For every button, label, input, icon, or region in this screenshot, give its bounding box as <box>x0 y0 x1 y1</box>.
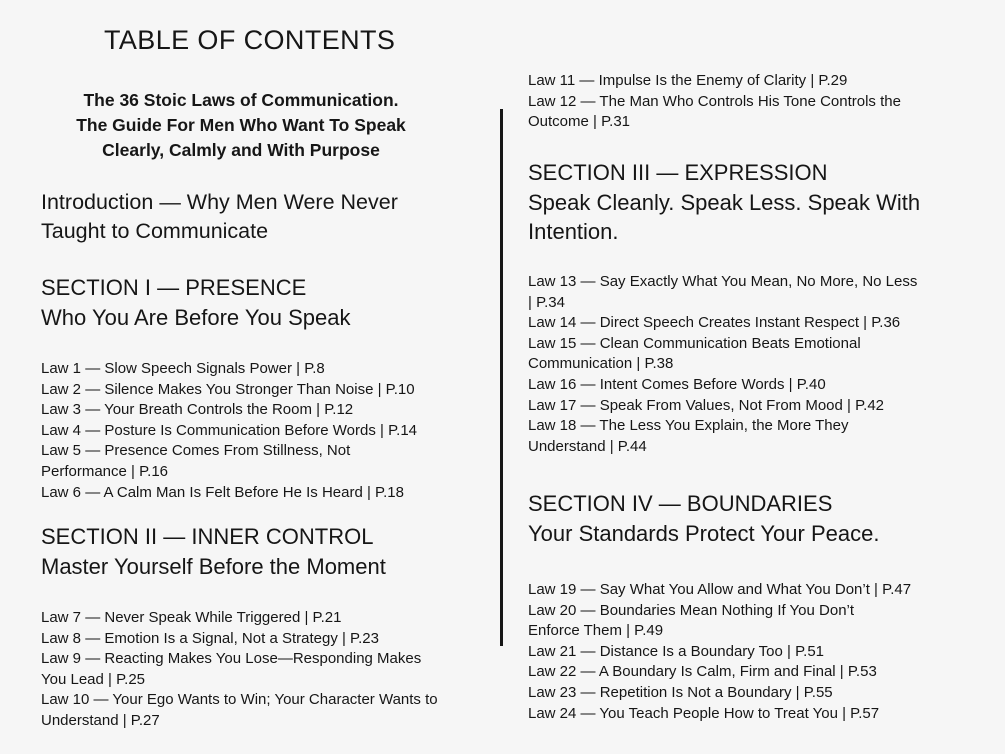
subtitle-line: Clearly, Calmly and With Purpose <box>102 139 380 160</box>
section-heading: SECTION IV — BOUNDARIES <box>528 491 833 516</box>
section-4-header <box>528 489 948 548</box>
section-subheading: Master Yourself Before the Moment <box>41 553 386 579</box>
law-entry: Law 3 — Your Breath Controls the Room | P.12 <box>41 401 354 419</box>
law-entry: Law 4 — Posture Is Communication Before Words | P.14 <box>41 421 418 439</box>
law-entry: Law 16 — Intent Comes Before Words | P.40 <box>528 375 826 393</box>
section-heading: SECTION I — PRESENCE <box>41 275 307 300</box>
law-entry: Law 9 — Reacting Makes You Lose—Responding Makes You Lead | P.25 <box>41 650 422 688</box>
section-3-laws <box>528 272 948 457</box>
section-4-laws <box>528 580 948 724</box>
introduction-line: Introduction — Why Men Were Never <box>41 190 398 214</box>
section-1-header <box>41 273 446 332</box>
law-entry: Law 13 — Say Exactly What You Mean, No More, No Less | P.34 <box>528 273 918 311</box>
law-entry: Law 24 — You Teach People How to Treat You | P.57 <box>528 704 880 722</box>
law-entry: Law 18 — The Less You Explain, the More They Understand | P.44 <box>528 417 849 455</box>
column-divider <box>500 109 503 646</box>
law-entry: Law 21 — Distance Is a Boundary Too | P.51 <box>528 642 825 660</box>
section-subheading: Speak Cleanly. Speak Less. Speak With Intention. <box>528 189 921 244</box>
section-2-laws-right <box>528 71 948 133</box>
law-entry: Law 8 — Emotion Is a Signal, Not a Strategy | P.23 <box>41 629 379 647</box>
section-3-header <box>528 158 948 247</box>
law-entry: Law 11 — Impulse Is the Enemy of Clarity | P.29 <box>528 72 848 89</box>
law-entry: Law 22 — A Boundary Is Calm, Firm and Final | P.53 <box>528 663 877 681</box>
law-entry: Law 15 — Clean Communication Beats Emotional Communication | P.38 <box>528 334 861 373</box>
law-entry: Law 7 — Never Speak While Triggered | P.21 <box>41 609 342 626</box>
law-entry: Law 12 — The Man Who Controls His Tone Controls the Outcome | P.31 <box>528 92 901 131</box>
section-2-header <box>41 522 446 581</box>
section-2-laws-left <box>41 608 446 732</box>
law-entry: Law 19 — Say What You Allow and What You Don’t | P.47 <box>528 581 912 598</box>
introduction-entry <box>41 188 446 246</box>
introduction-line: Taught to Communicate <box>41 219 269 243</box>
law-entry: Law 23 — Repetition Is Not a Boundary | P.55 <box>528 683 833 701</box>
book-subtitle <box>41 88 441 162</box>
law-entry: Law 20 — Boundaries Mean Nothing If You Don’t Enforce Them | P.49 <box>528 601 855 640</box>
section-subheading: Your Standards Protect Your Peace. <box>528 520 880 546</box>
subtitle-line: The 36 Stoic Laws of Communication. <box>83 90 399 110</box>
law-entry: Law 2 — Silence Makes You Stronger Than Noise | P.10 <box>41 380 415 398</box>
section-1-laws <box>41 359 446 503</box>
law-entry: Law 14 — Direct Speech Creates Instant Respect | P.36 <box>528 314 901 332</box>
section-heading: SECTION II — INNER CONTROL <box>41 524 374 549</box>
law-entry: Law 17 — Speak From Values, Not From Mood | P.42 <box>528 396 885 414</box>
section-subheading: Who You Are Before You Speak <box>41 304 351 330</box>
law-entry: Law 5 — Presence Comes From Stillness, Not Performance | P.16 <box>41 442 351 480</box>
page-title: TABLE OF CONTENTS <box>104 25 396 55</box>
subtitle-line: The Guide For Men Who Want To Speak <box>76 114 406 135</box>
law-entry: Law 10 — Your Ego Wants to Win; Your Character Wants to Understand | P.27 <box>41 691 438 729</box>
law-entry: Law 1 — Slow Speech Signals Power | P.8 <box>41 360 325 377</box>
law-entry: Law 6 — A Calm Man Is Felt Before He Is Heard | P.18 <box>41 483 404 501</box>
section-heading: SECTION III — EXPRESSION <box>528 160 828 185</box>
